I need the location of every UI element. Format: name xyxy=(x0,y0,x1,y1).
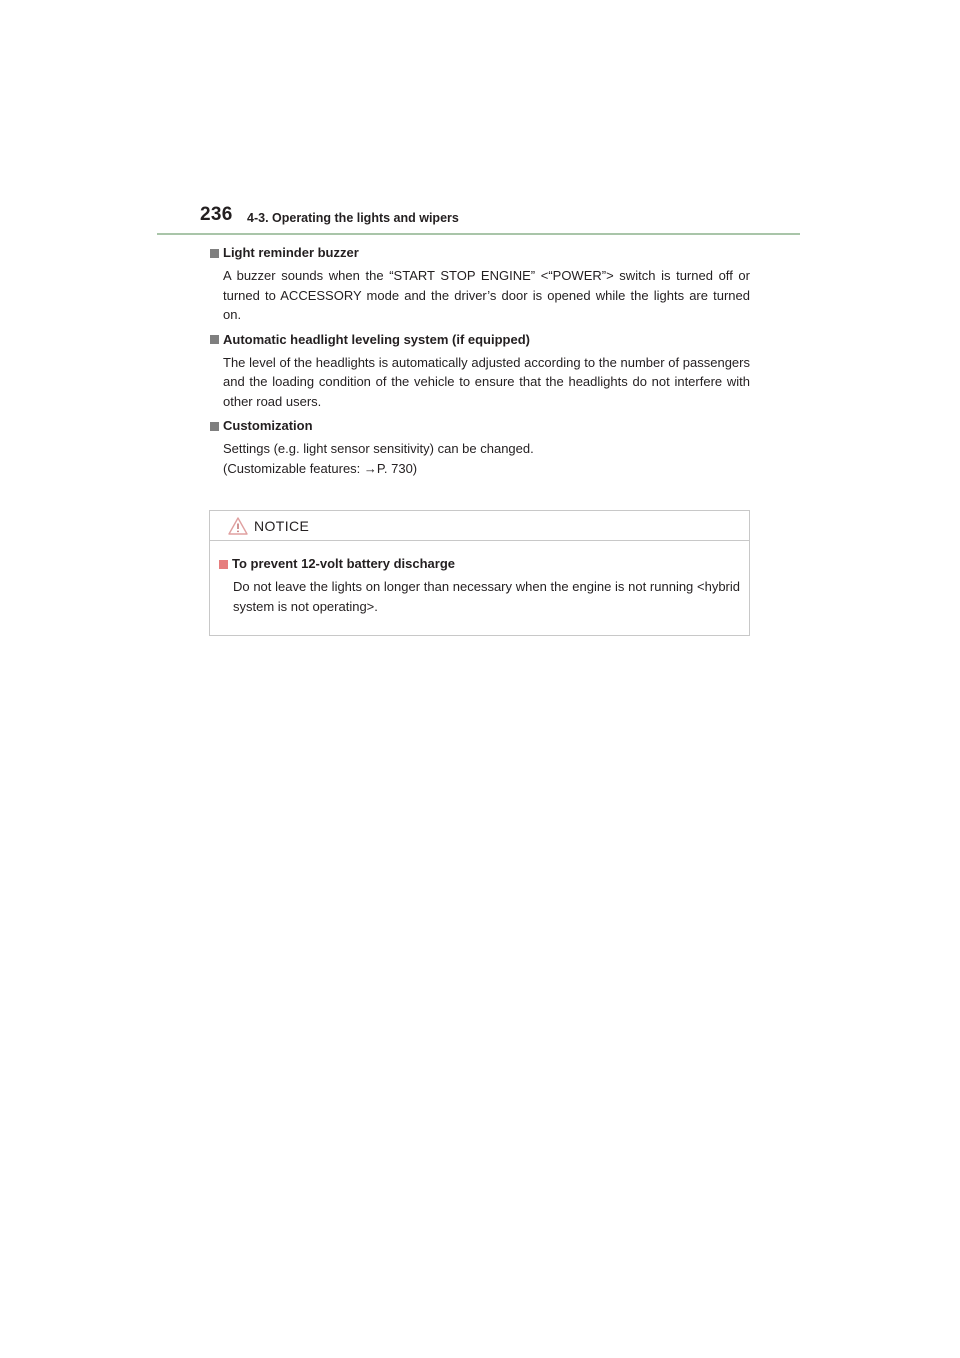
section-light-reminder-buzzer xyxy=(210,244,750,325)
item-body-line: Settings (e.g. light sensor sensitivity) can be changed. xyxy=(223,441,534,456)
warning-triangle-icon xyxy=(228,517,248,535)
item-body: A buzzer sounds when the “START STOP ENGINE” <“POWER”> switch is turned off or turned to ACCESSORY mode and the driver’s door is opened while the lights are turned on. xyxy=(223,268,750,322)
item-heading: Automatic headlight leveling system (if equipped) xyxy=(223,331,530,347)
bullet-square-icon xyxy=(210,335,219,344)
bullet-square-icon xyxy=(219,560,228,569)
page-header xyxy=(200,200,800,234)
header-divider xyxy=(157,233,800,235)
notice-header xyxy=(210,511,749,541)
notice-item-heading: To prevent 12-volt battery discharge xyxy=(232,556,455,571)
notice-item-body: Do not leave the lights on longer than necessary when the engine is not running <hybrid system is not operating>. xyxy=(233,579,740,614)
item-body: The level of the headlights is automatically adjusted according to the number of passengers and the loading condition of the vehicle to ensure that the headlights do not interfere with other road users. xyxy=(223,354,750,409)
page-number: 236 xyxy=(200,204,233,225)
notice-title: NOTICE xyxy=(254,518,310,534)
section-headlight-leveling xyxy=(210,331,750,412)
section-title: 4-3. Operating the lights and wipers xyxy=(247,211,459,225)
section-customization xyxy=(210,417,750,478)
item-heading: Light reminder buzzer xyxy=(223,245,359,260)
bullet-square-icon xyxy=(210,422,219,431)
notice-box xyxy=(209,510,750,636)
bullet-square-icon xyxy=(210,249,219,258)
main-content xyxy=(210,244,750,484)
item-heading: Customization xyxy=(223,418,313,433)
cross-reference-link[interactable]: (Customizable features: →P. 730) xyxy=(223,460,418,476)
